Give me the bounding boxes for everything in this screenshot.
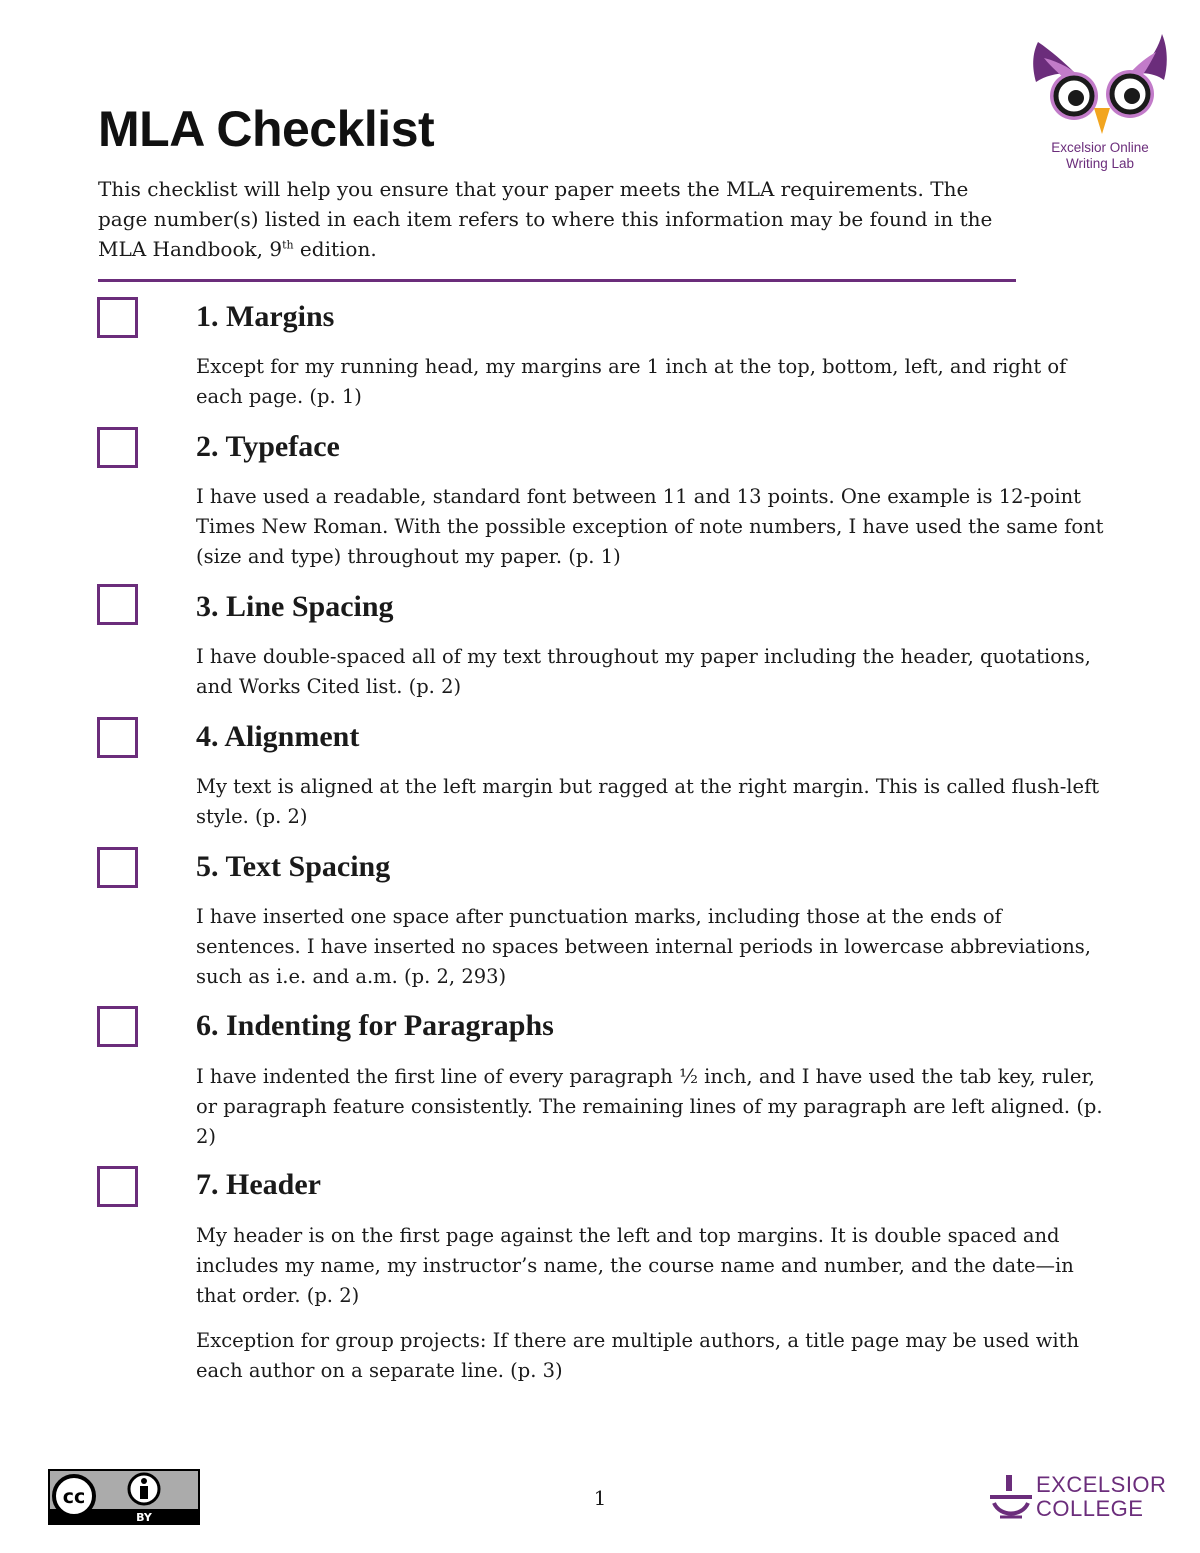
- item-heading: 3. Line Spacing: [196, 590, 394, 623]
- item-text: My text is aligned at the left margin but ragged at the right margin. This is called flush-left style. (p. 2): [196, 775, 1100, 828]
- checkbox-margins[interactable]: [97, 297, 138, 338]
- item-heading: 4. Alignment: [196, 720, 360, 753]
- intro-line-3-before: MLA Handbook, 9: [98, 237, 283, 261]
- college-lamp-icon: [986, 1473, 1036, 1529]
- by-label: BY: [136, 1511, 152, 1524]
- cc-icon-label: cc: [62, 1486, 86, 1508]
- item-text: Except for my running head, my margins are 1 inch at the top, bottom, left, and right of each page. (p. 1): [196, 355, 1067, 408]
- item-heading: 5. Text Spacing: [196, 850, 391, 883]
- checkbox-typeface[interactable]: [97, 427, 138, 468]
- intro-line-1: This checklist will help you ensure that your paper meets the MLA requirements. The: [98, 177, 969, 201]
- item-text: I have inserted one space after punctuation marks, including those at the ends of sentences. I have inserted no spaces between internal periods in lowercase abbreviations, such as i.e. and a.m. (p. 2, 293): [196, 905, 1091, 988]
- intro-superscript: th: [282, 238, 294, 252]
- college-line-1: EXCELSIOR: [1036, 1472, 1167, 1497]
- college-line-2: COLLEGE: [1036, 1496, 1144, 1521]
- checkbox-header[interactable]: [97, 1166, 138, 1207]
- header-divider: [98, 279, 1016, 282]
- checkbox-line-spacing[interactable]: [97, 584, 138, 625]
- page-number: 1: [593, 1486, 607, 1510]
- checkbox-alignment[interactable]: [97, 717, 138, 758]
- owl-left-pupil: [1068, 90, 1084, 106]
- checkbox-text-spacing[interactable]: [97, 847, 138, 888]
- intro-line-2: page number(s) listed in each item refers to where this information may be found in the: [98, 207, 993, 231]
- college-name: [1036, 1473, 1166, 1521]
- owl-right-pupil: [1124, 88, 1140, 104]
- excelsior-college-logo: [986, 1472, 1167, 1529]
- item-heading: 6. Indenting for Paragraphs: [196, 1009, 554, 1042]
- item-heading: 7. Header: [196, 1168, 321, 1201]
- owl-beak: [1094, 108, 1110, 134]
- item-text-exception: Exception for group projects: If there are multiple authors, a title page may be used with each author on a separate line. (p. 3): [196, 1329, 1080, 1382]
- item-heading: 2. Typeface: [196, 430, 340, 463]
- intro-line-3: [98, 234, 998, 264]
- logo-text-line2: Writing Lab: [1065, 156, 1135, 171]
- intro-paragraph: [98, 174, 998, 264]
- item-text: My header is on the first page against the left and top margins. It is double spaced and includes my name, my instructor’s name, the course name and number, and the date—in that order. (p. 2): [196, 1224, 1074, 1307]
- intro-line-3-after: edition.: [293, 237, 377, 261]
- page-title: MLA Checklist: [98, 101, 435, 157]
- item-text: I have double-spaced all of my text throughout my paper including the header, quotations, and Works Cited list. (p. 2): [196, 645, 1091, 698]
- item-text: I have indented the first line of every paragraph ½ inch, and I have used the tab key, ruler, or paragraph feature consistently. The remaining lines of my paragraph are left aligned. (p. 2): [196, 1065, 1103, 1148]
- excelsior-owl-logo: [1030, 28, 1170, 173]
- item-heading: 1. Margins: [196, 300, 335, 333]
- item-text: I have used a readable, standard font between 11 and 13 points. One example is 12-point Times New Roman. With the possible exception of note numbers, I have used the same font (size and type) throughout my paper. (p. 1): [196, 485, 1104, 568]
- checkbox-indenting[interactable]: [97, 1006, 138, 1047]
- cc-by-license-badge[interactable]: [48, 1469, 200, 1525]
- logo-text-line1: Excelsior Online: [1051, 140, 1149, 155]
